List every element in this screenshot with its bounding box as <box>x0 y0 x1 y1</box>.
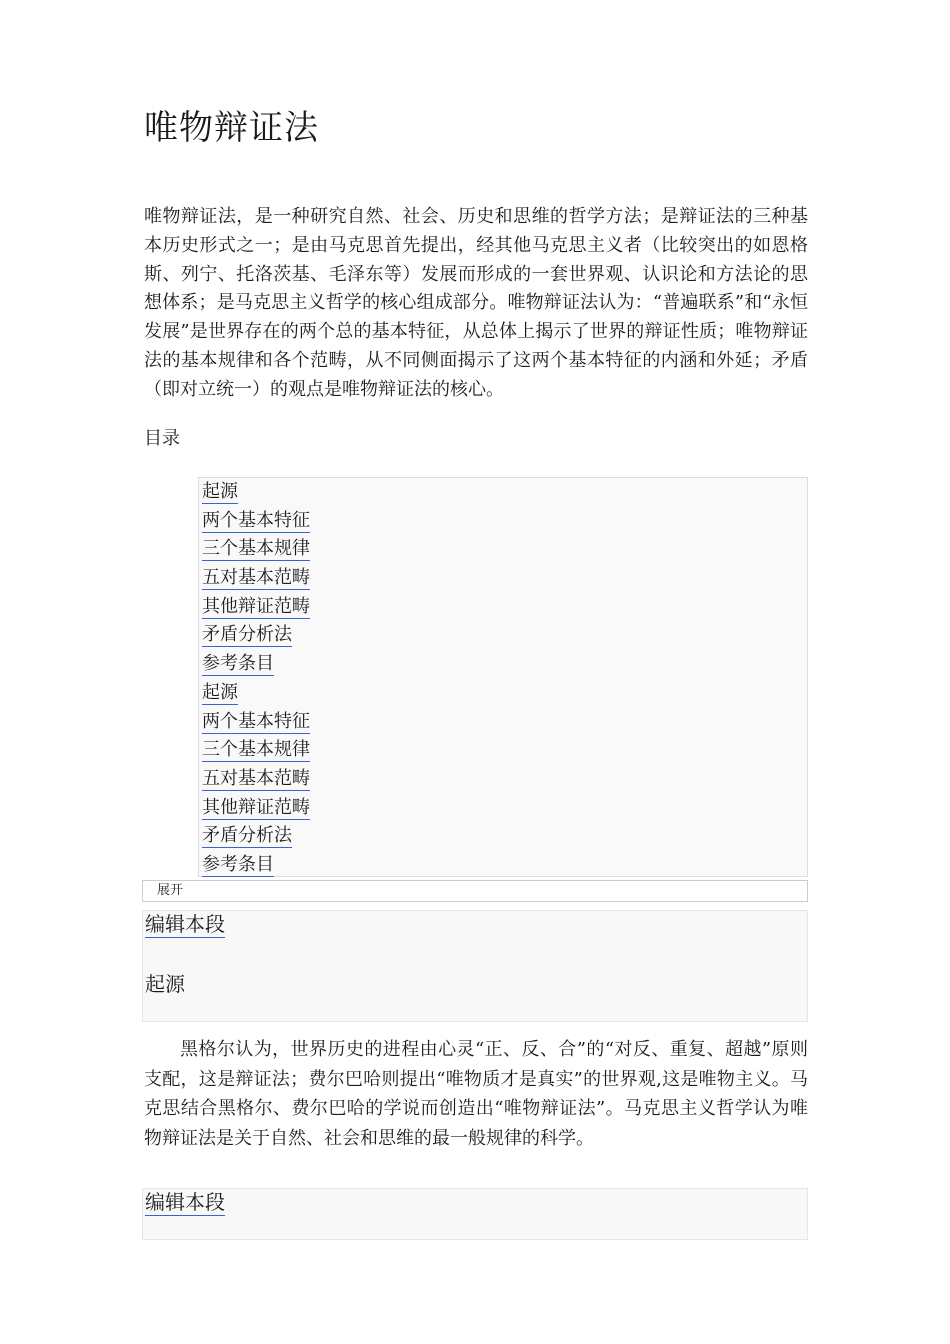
toc-item <box>202 822 807 851</box>
toc-item <box>202 564 807 593</box>
toc-item <box>202 851 807 880</box>
toc-expand-button[interactable]: 展开 <box>142 880 808 902</box>
toc-item <box>202 478 807 507</box>
toc-item <box>202 650 807 679</box>
section-title: 起源 <box>145 972 185 996</box>
section-header-next <box>142 1188 808 1240</box>
toc-link-other-categories[interactable]: 其他辩证范畴 <box>202 595 310 617</box>
toc-item <box>202 708 807 737</box>
section-body: 黑格尔认为，世界历史的进程由心灵“正、反、合”的“对反、重复、超越”原则支配，这是辩证法；费尔巴哈则提出“唯物质才是真实”的世界观,这是唯物主义。马克思结合黑格尔、费尔巴哈的学说而创造出“唯物辩证法”。马克思主义哲学认为唯物辩证法是关于自然、社会和思维的最一般规律的科学。 <box>144 1039 808 1149</box>
toc-link-other-categories[interactable]: 其他辩证范畴 <box>202 796 310 818</box>
edit-section-link[interactable]: 编辑本段 <box>145 912 225 936</box>
toc-link-references[interactable]: 参考条目 <box>202 653 274 675</box>
toc-item <box>202 621 807 650</box>
table-of-contents <box>198 477 808 877</box>
edit-section-link[interactable]: 编辑本段 <box>145 1190 225 1214</box>
toc-link-five-categories[interactable]: 五对基本范畴 <box>202 767 310 789</box>
toc-item <box>202 765 807 794</box>
toc-link-contradiction-analysis[interactable]: 矛盾分析法 <box>202 825 292 847</box>
toc-link-two-features[interactable]: 两个基本特征 <box>202 710 310 732</box>
section-header-origin <box>142 910 808 1022</box>
intro-paragraph: 唯物辩证法，是一种研究自然、社会、历史和思维的哲学方法；是辩证法的三种基本历史形式之一；是由马克思首先提出，经其他马克思主义者（比较突出的如恩格斯、列宁、托洛茨基、毛泽东等）发展而形成的一套世界观、认识论和方法论的思想体系；是马克思主义哲学的核心组成部分。唯物辩证法认为：“普遍联系”和“永恒发展”是世界存在的两个总的基本特征，从总体上揭示了世界的辩证性质；唯物辩证法的基本规律和各个范畴，从不同侧面揭示了这两个基本特征的内涵和外延；矛盾（即对立统一）的观点是唯物辩证法的核心。 <box>144 206 808 400</box>
toc-item <box>202 679 807 708</box>
toc-item <box>202 794 807 823</box>
page-title: 唯物辩证法 <box>144 108 319 148</box>
toc-link-references[interactable]: 参考条目 <box>202 853 274 875</box>
toc-link-origin[interactable]: 起源 <box>202 481 238 502</box>
toc-link-origin[interactable]: 起源 <box>202 681 238 703</box>
toc-link-three-laws[interactable]: 三个基本规律 <box>202 739 310 761</box>
toc-item <box>202 535 807 564</box>
toc-link-contradiction-analysis[interactable]: 矛盾分析法 <box>202 624 292 646</box>
toc-link-three-laws[interactable]: 三个基本规律 <box>202 538 310 560</box>
toc-link-two-features[interactable]: 两个基本特征 <box>202 509 310 531</box>
toc-list <box>199 478 807 880</box>
toc-link-five-categories[interactable]: 五对基本范畴 <box>202 567 310 589</box>
toc-item <box>202 507 807 536</box>
toc-item <box>202 736 807 765</box>
toc-item <box>202 593 807 622</box>
toc-label: 目录 <box>144 428 180 449</box>
